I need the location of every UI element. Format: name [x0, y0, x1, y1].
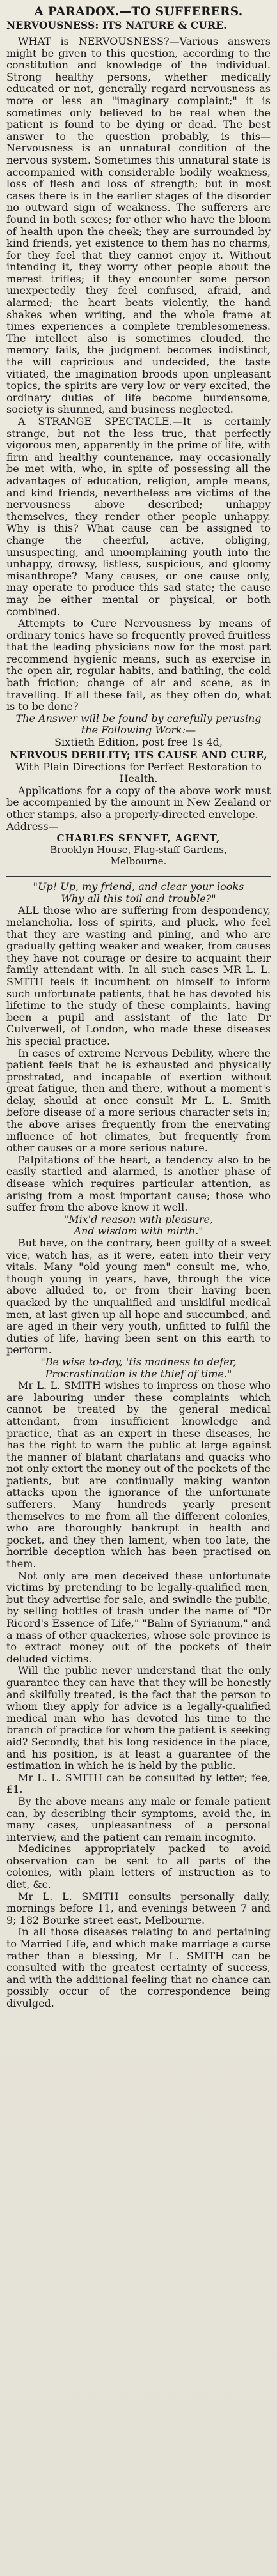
paragraph: Applications for a copy of the above work must be accompanied by the amount in New Zealand or other stamps, also a properly-directed envelope. — [6, 784, 271, 820]
paragraph: In all those diseases relating to and pertaining to Married Life, and which make marriage a curse rather than a blessing, Mr L. SMITH can be consulted with the greatest certainty of success, and with the additional feeling that no chance can possibly occur of the correspondence being divulged. — [6, 1926, 271, 2009]
address-line: Brooklyn House, Flag-staff Gardens, — [50, 844, 227, 856]
paragraph: Will the public never understand that the only guarantee they can have that they will be honestly and skilfully treated, is the fact that the person to whom they apply for advice is a legally-qualified medical man who has devoted his time to the branch of practice for whom the patient is seeking aid? Secondly, that his long residence in the place, and his position, is at least a guarantee of the estimation in which he is held by the public. — [6, 1664, 271, 1772]
address-label: Address— — [6, 820, 59, 832]
answer-line: The Answer will be found by carefully perusing the Following Work:— — [15, 712, 262, 737]
paragraph: Mr L. L. SMITH can be consulted by letter; fee, £1. — [6, 1771, 271, 1796]
address-name: CHARLES SENNET, AGENT, — [56, 832, 221, 845]
paragraph: A STRANGE SPECTACLE.—It is certainly strange, but not the less true, that perfectly vigorous men, apparently in the prime of life, with firm and healthy countenance, may occasionally be met with, who, in spite of possessing all the advantages of education, religion, ample means, and kind friends, nevertheless are victims of the nervousness above described; unhappy themselves, they render other people unhappy. Why is this? What cause can be assigned to change the cheerful, active, obliging, unsuspecting, and unoomplaining youth into the unhappy, drowsy, listless, suspicious, and gloomy misanthrope? Many causes, or one cause only, may operate to produce this sad state; the cause may be either mental or physical, or both combined. — [6, 415, 271, 618]
address-city: Melbourne. — [110, 855, 167, 868]
quote-line: "Be wise to-day, 'tis madness to defer, — [40, 1355, 237, 1368]
paragraph: Mr L. L. SMITH consults personally daily, mornings before 11, and evenings between 7 and 9; 182 Bourke street east, Melbourne. — [6, 1890, 271, 1926]
paragraph: Not only are men deceived these unfortunate victims by pretending to be legally-qualified men, but they advertise for sale, and swindle the public, by selling bottles of trash under the name of "Dr Ricord's Essence of Life," "Balm of Syrianum," and a mass of other quackeries, whose sole province is to extract money out of the pockets of their deluded victims. — [6, 1569, 271, 1665]
quote-line: Procrastination is the thief of time." — [45, 1367, 232, 1380]
quote-line: "Up! Up, my friend, and clear your looks — [33, 880, 244, 893]
quote-line: "Mix'd reason with pleasure, — [63, 1213, 214, 1225]
paragraph: But have, on the contrary, been guilty of a sweet vice, watch has, as it were, eaten into their very vitals. Many "old young men" consult me, who, though young in years, have, through the vice above alluded to, or from their having been quacked by the unqualified and unskilful medical men, at last given up all hope and succumbed, and are aged in their very youth, unfitted to fulfil the duties of life, having been sent on this earth to perform. — [6, 1237, 271, 1356]
paragraph: Attempts to Cure Nervousness by means of ordinary tonics have so frequently proved fruitless that the leading physicians now for the most part recommend hygienic means, such as exercise in the open air, regular habits, and bathing, the cold bath friction; change of air and scene, as in travelling. If all these fail, as they often do, what is to be done? — [6, 617, 271, 713]
paragraph: By the above means any male or female patient can, by describing their symptoms, avoid the, in many cases, unpleasantness of a personal interview, and the patient can remain incognito. — [6, 1795, 271, 1843]
quote-line: Why all this toil and trouble?" — [61, 892, 216, 905]
ad-title: A PARADOX.—TO SUFFERERS. — [34, 5, 243, 19]
column-divider — [6, 876, 271, 877]
paragraph: WHAT is NERVOUSNESS?—Various answers might be given to this question, according to the constitution and knowledge of the individual. Strong healthy persons, whether medically educated or not, generally regard nervousness as more or less an "imaginary complaint;" it is sometimes only believed to be real when the patient is found to be dying or dead. The best answer to the question probably, is this—Nervousness is an unnatural condition of the nervous system. Sometimes this unnatural state is accompanied with considerable bodily weakness, loss of flesh and loss of strength; but in most cases there is in the earlier stages of the disorder no outward sign of weakness. The sufferers are found in both sexes; for other who have the bloom of health upon the cheek; they are surrounded by kind friends, yet existence to them has no charms, for they feel that they cannot enjoy it. Without intending it, they worry other people about the merest trifles; if they encounter some person unexpectedly they feel confused, afraid, and alarmed; the heart beats violently, the hand shakes when writing, and the whole frame at times experiences a complete tremblesomeness. The intellect also is sometimes clouded, the memory fails, the judgment becomes indistinct, the will capricious and undecided, the taste vitiated, the imagination broods upon unpleasant topics, the spirits are very low or very excited, the ordinary duties of life become burdensome, society is shunned, and business neglected. — [6, 35, 271, 416]
ad-subtitle: NERVOUSNESS: ITS NATURE & CURE. — [6, 19, 227, 31]
quote-line: And wisdom with mirth." — [74, 1225, 203, 1238]
paragraph: ALL those who are suffering from despondency, melancholia, loss of spirits, and pluck, who feel that they are wasting and pining, and who are gradually getting weaker and weaker, from causes they have not courage or desire to acquaint their family attendant with. In all such cases MR L. L. SMITH feels it incumbent on himself to inform such unfortunate patients, that he has devoted his lifetime to the study of these complaints, having been a pupil and assistant of the late Dr Culverwell, of London, who made these diseases his special practice. — [6, 904, 271, 1047]
book-title: NERVOUS DEBILITY; ITS CAUSE AND CURE, — [10, 748, 267, 761]
price-line: Sixtieth Edition, post free 1s 4d, — [54, 736, 223, 749]
paragraph: In cases of extreme Nervous Debility, where the patient feels that he is exhausted and physically prostrated, and incapable of exertion without great fatigue, then and there, without a moment's delay, should at once consult Mr L. L. Smith before disease of a more serious character sets in; the above arises frequently from the enervating influence of hot climates, but frequently from other causes or a more serious nature. — [6, 1046, 271, 1154]
paragraph: Mr L. L. SMITH wishes to impress on those who are labouring under these complaints which cannot be treated by the general medical attendant, from insufficient knowledge and practice, that as an expert in these diseases, he has the right to warn the public at large against the manner of blatant charlatans and quacks who not only extort the money out of the pockets of the patients, but are continually making wanton attacks upon the ignorance of the unfortunate sufferers. Many hundreds yearly present themselves to me from all the different colonies, who are thoroughly bankrupt in health and pocket, and they then lament, when too late, the horrible deception which has been practised on them. — [6, 1379, 271, 1570]
paragraph: Palpitations of the heart, a tendency also to be easily startled and alarmed, is another phase of disease which requires particular attention, as arising from a most important cause; those who suffer from the above know it well. — [6, 1153, 271, 1214]
advertisement-smith — [6, 881, 271, 2014]
advertisement-nervousness — [6, 5, 271, 872]
paragraph: Medicines appropriately packed to avoid observation can be sent to all parts of the colonies, with plain letters of instruction as to diet, &c. — [6, 1843, 271, 1891]
book-subtitle: With Plain Directions for Perfect Restoration to Health. — [15, 760, 262, 785]
